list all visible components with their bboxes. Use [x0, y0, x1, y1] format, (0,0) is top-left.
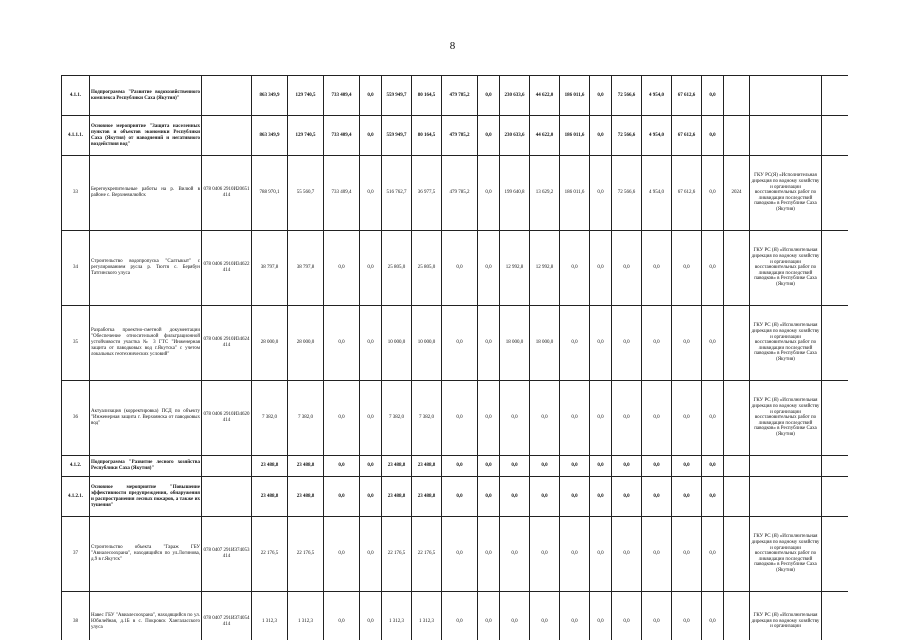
amount-cell: 0,0	[672, 456, 702, 477]
amount-cell: 0,0	[442, 592, 478, 640]
amount-cell: 23 488,8	[252, 456, 288, 477]
budget-code-cell: 078 0406 2910И34624 414	[202, 306, 252, 381]
empty-cell	[822, 76, 849, 116]
budget-table-wrapper	[61, 75, 848, 640]
amount-cell: 0,0	[672, 592, 702, 640]
row-name-cell: Берегоукрепительные работы на р. Вилюй в районе с. Верхневилюйск	[90, 156, 202, 231]
amount-cell: 129 740,5	[288, 76, 324, 116]
executor-cell: ГКУ РС (Я) «Исполнительная дирекция по водному хозяйству и организации восстановительных работ по ликвидации последствий паводков» в Республике Саха (Якутия)	[750, 231, 822, 306]
amount-cell: 1 312,3	[382, 592, 412, 640]
amount-cell: 0,0	[590, 517, 612, 592]
amount-cell: 0,0	[500, 456, 530, 477]
year-cell	[724, 592, 750, 640]
amount-cell: 230 633,6	[500, 116, 530, 156]
amount-cell: 0,0	[560, 592, 590, 640]
amount-cell: 0,0	[672, 381, 702, 456]
executor-cell: ГКУ РС (Я) «Исполнительная дирекция по водному хозяйству и организации восстановительных работ по ликвидации последствий паводков» в Республике Саха (Якутия)	[750, 306, 822, 381]
amount-cell: 1 312,3	[252, 592, 288, 640]
amount-cell: 23 488,8	[382, 477, 412, 517]
amount-cell: 0,0	[324, 381, 360, 456]
amount-cell: 0,0	[590, 231, 612, 306]
amount-cell: 0,0	[642, 381, 672, 456]
row-number-cell: 34	[62, 231, 90, 306]
budget-code-cell	[202, 477, 252, 517]
amount-cell: 72 566,6	[612, 76, 642, 116]
amount-cell: 18 000,0	[500, 306, 530, 381]
empty-cell	[822, 517, 849, 592]
row-number-cell: 38	[62, 592, 90, 640]
amount-cell: 199 640,8	[500, 156, 530, 231]
amount-cell: 559 949,7	[382, 76, 412, 116]
budget-code-cell: 078 0407 291ИЗ74053 414	[202, 517, 252, 592]
row-name-cell: Подпрограмма "Развитие лесного хозяйства Республики Саха (Якутия)"	[90, 456, 202, 477]
amount-cell: 0,0	[612, 517, 642, 592]
amount-cell: 0,0	[590, 592, 612, 640]
executor-cell	[750, 456, 822, 477]
amount-cell: 0,0	[590, 156, 612, 231]
amount-cell: 36 977,5	[412, 156, 442, 231]
amount-cell: 22 176,5	[412, 517, 442, 592]
amount-cell: 0,0	[500, 477, 530, 517]
amount-cell: 186 011,6	[560, 156, 590, 231]
amount-cell: 23 488,8	[288, 456, 324, 477]
amount-cell: 0,0	[360, 306, 382, 381]
amount-cell: 0,0	[590, 76, 612, 116]
amount-cell: 0,0	[560, 517, 590, 592]
amount-cell: 72 566,6	[612, 156, 642, 231]
row-name-cell: Навес ГБУ "Авиалесоохрана", находящийся по ул. Юбилейная, д.1Б в с. Покровск Хангаласского улуса	[90, 592, 202, 640]
amount-cell: 0,0	[612, 306, 642, 381]
amount-cell: 186 011,6	[560, 116, 590, 156]
amount-cell: 0,0	[590, 381, 612, 456]
amount-cell: 0,0	[478, 381, 500, 456]
amount-cell: 788 970,1	[252, 156, 288, 231]
amount-cell: 0,0	[360, 517, 382, 592]
amount-cell: 18 000,0	[530, 306, 560, 381]
table-body	[62, 76, 849, 640]
empty-cell	[822, 477, 849, 517]
table-row	[62, 517, 849, 592]
amount-cell: 0,0	[478, 156, 500, 231]
amount-cell: 0,0	[500, 517, 530, 592]
budget-code-cell: 078 0407 291ИЗ74054 414	[202, 592, 252, 640]
amount-cell: 479 785,2	[442, 156, 478, 231]
amount-cell: 0,0	[530, 592, 560, 640]
amount-cell: 0,0	[560, 381, 590, 456]
amount-cell: 0,0	[324, 231, 360, 306]
amount-cell: 0,0	[642, 306, 672, 381]
amount-cell: 0,0	[500, 592, 530, 640]
row-number-cell: 4.1.1.1.	[62, 116, 90, 156]
year-cell	[724, 306, 750, 381]
amount-cell: 67 612,6	[672, 156, 702, 231]
amount-cell: 0,0	[642, 456, 672, 477]
empty-cell	[822, 381, 849, 456]
amount-cell: 0,0	[360, 477, 382, 517]
amount-cell: 0,0	[478, 592, 500, 640]
amount-cell: 0,0	[530, 477, 560, 517]
year-cell	[724, 231, 750, 306]
amount-cell: 863 349,9	[252, 116, 288, 156]
amount-cell: 0,0	[360, 231, 382, 306]
amount-cell: 0,0	[672, 231, 702, 306]
table-row	[62, 231, 849, 306]
row-number-cell: 4.1.1.	[62, 76, 90, 116]
amount-cell: 0,0	[324, 477, 360, 517]
row-number-cell: 4.1.2.1.	[62, 477, 90, 517]
amount-cell: 0,0	[612, 381, 642, 456]
budget-code-cell: 078 0406 2910И20651 414	[202, 156, 252, 231]
amount-cell: 0,0	[324, 306, 360, 381]
table-row	[62, 76, 849, 116]
amount-cell: 25 805,0	[382, 231, 412, 306]
amount-cell: 38 797,8	[252, 231, 288, 306]
amount-cell: 13 629,2	[530, 156, 560, 231]
amount-cell: 4 954,0	[642, 76, 672, 116]
amount-cell: 0,0	[324, 456, 360, 477]
amount-cell: 0,0	[530, 456, 560, 477]
budget-code-cell: 078 0406 2910И34620 414	[202, 381, 252, 456]
amount-cell: 0,0	[702, 231, 724, 306]
amount-cell: 230 633,6	[500, 76, 530, 116]
amount-cell: 0,0	[442, 456, 478, 477]
amount-cell: 0,0	[360, 592, 382, 640]
empty-cell	[822, 456, 849, 477]
amount-cell: 0,0	[702, 456, 724, 477]
amount-cell: 0,0	[612, 231, 642, 306]
amount-cell: 0,0	[360, 456, 382, 477]
row-number-cell: 37	[62, 517, 90, 592]
amount-cell: 0,0	[672, 306, 702, 381]
amount-cell: 0,0	[478, 116, 500, 156]
amount-cell: 0,0	[642, 592, 672, 640]
row-number-cell: 4.1.2.	[62, 456, 90, 477]
row-number-cell: 35	[62, 306, 90, 381]
amount-cell: 44 622,0	[530, 116, 560, 156]
executor-cell	[750, 116, 822, 156]
amount-cell: 25 805,0	[412, 231, 442, 306]
amount-cell: 0,0	[642, 517, 672, 592]
amount-cell: 55 560,7	[288, 156, 324, 231]
amount-cell: 0,0	[360, 116, 382, 156]
amount-cell: 733 409,4	[324, 156, 360, 231]
amount-cell: 0,0	[702, 156, 724, 231]
amount-cell: 0,0	[478, 76, 500, 116]
amount-cell: 0,0	[702, 381, 724, 456]
table-row	[62, 592, 849, 640]
amount-cell: 0,0	[702, 592, 724, 640]
amount-cell: 7 382,0	[252, 381, 288, 456]
amount-cell: 479 785,2	[442, 116, 478, 156]
amount-cell: 4 954,0	[642, 156, 672, 231]
executor-cell: ГКУ РС (Я) «Исполнительная дирекция по водному хозяйству и организации восстановительных работ по ликвидации последствий паводков» в Республике Саха (Якутия)	[750, 517, 822, 592]
amount-cell: 12 992,8	[500, 231, 530, 306]
row-name-cell: Основное мероприятие "Повышение эффективности предупреждения, обнаружения и распространения лесных пожаров, а также их тушения"	[90, 477, 202, 517]
amount-cell: 4 954,0	[642, 116, 672, 156]
empty-cell	[822, 592, 849, 640]
amount-cell: 0,0	[612, 477, 642, 517]
amount-cell: 0,0	[360, 76, 382, 116]
amount-cell: 0,0	[702, 517, 724, 592]
year-cell: 2024	[724, 156, 750, 231]
amount-cell: 0,0	[590, 456, 612, 477]
amount-cell: 733 409,4	[324, 76, 360, 116]
amount-cell: 0,0	[560, 456, 590, 477]
amount-cell: 0,0	[442, 231, 478, 306]
amount-cell: 733 409,4	[324, 116, 360, 156]
executor-cell: ГКУ РС (Я) «Исполнительная дирекция по водному хозяйству и организации восстановительных работ по ликвидации последствий паводков» в Республике Саха (Якутия)	[750, 381, 822, 456]
table-row	[62, 477, 849, 517]
amount-cell: 72 566,6	[612, 116, 642, 156]
amount-cell: 28 000,0	[252, 306, 288, 381]
amount-cell: 7 382,0	[412, 381, 442, 456]
table-row	[62, 156, 849, 231]
amount-cell: 0,0	[442, 517, 478, 592]
amount-cell: 0,0	[642, 231, 672, 306]
row-number-cell: 36	[62, 381, 90, 456]
executor-cell: ГКУ РС (Я) «Исполнительная дирекция по водному хозяйству и организации	[750, 592, 822, 640]
table-row	[62, 306, 849, 381]
empty-cell	[822, 306, 849, 381]
empty-cell	[822, 156, 849, 231]
year-cell	[724, 477, 750, 517]
amount-cell: 0,0	[530, 381, 560, 456]
amount-cell: 44 622,0	[530, 76, 560, 116]
year-cell	[724, 76, 750, 116]
amount-cell: 0,0	[612, 592, 642, 640]
amount-cell: 23 488,8	[288, 477, 324, 517]
amount-cell: 23 488,8	[412, 456, 442, 477]
amount-cell: 129 740,5	[288, 116, 324, 156]
amount-cell: 22 176,5	[382, 517, 412, 592]
amount-cell: 0,0	[442, 381, 478, 456]
amount-cell: 23 488,8	[412, 477, 442, 517]
row-name-cell: Строительство объекта "Гараж ГБУ "Авиалесоохрана", находящийся по ул.Логинова, д.9 в г.Якутск"	[90, 517, 202, 592]
amount-cell: 0,0	[324, 517, 360, 592]
amount-cell: 0,0	[478, 456, 500, 477]
year-cell	[724, 116, 750, 156]
amount-cell: 38 797,8	[288, 231, 324, 306]
amount-cell: 0,0	[560, 306, 590, 381]
row-number-cell: 33	[62, 156, 90, 231]
amount-cell: 0,0	[612, 456, 642, 477]
amount-cell: 0,0	[478, 517, 500, 592]
amount-cell: 0,0	[590, 116, 612, 156]
executor-cell: ГКУ РС(Я) «Исполнительная дирекция по водному хозяйству и организации восстановительных работ по ликвидации последствий паводков» в Республике Саха (Якутия)	[750, 156, 822, 231]
amount-cell: 7 382,0	[382, 381, 412, 456]
page-number: 8	[449, 40, 456, 52]
amount-cell: 0,0	[530, 517, 560, 592]
amount-cell: 0,0	[560, 477, 590, 517]
amount-cell: 0,0	[360, 156, 382, 231]
amount-cell: 12 992,8	[530, 231, 560, 306]
amount-cell: 22 176,5	[288, 517, 324, 592]
amount-cell: 0,0	[478, 477, 500, 517]
row-name-cell: Основное мероприятие "Защита населенных пунктов и объектов экономики Республики Саха (Якутия) от наводнений и негативного воздействия вод"	[90, 116, 202, 156]
table-row	[62, 116, 849, 156]
table-row	[62, 456, 849, 477]
year-cell	[724, 517, 750, 592]
row-name-cell: Разработка проектно-сметной документации "Обеспечение относительной фильтрационной устойчивости участка № 3 ГТС "Инженерная защита от паводковых вод г.Якутска" с учетом локальных геотехнических условий"	[90, 306, 202, 381]
amount-cell: 0,0	[560, 231, 590, 306]
amount-cell: 0,0	[672, 517, 702, 592]
amount-cell: 0,0	[478, 306, 500, 381]
budget-code-cell	[202, 76, 252, 116]
amount-cell: 23 488,8	[382, 456, 412, 477]
amount-cell: 0,0	[360, 381, 382, 456]
amount-cell: 0,0	[702, 477, 724, 517]
amount-cell: 0,0	[590, 477, 612, 517]
empty-cell	[822, 116, 849, 156]
budget-code-cell	[202, 116, 252, 156]
amount-cell: 479 785,2	[442, 76, 478, 116]
amount-cell: 67 612,6	[672, 116, 702, 156]
amount-cell: 0,0	[702, 306, 724, 381]
budget-table	[61, 75, 848, 640]
amount-cell: 0,0	[642, 477, 672, 517]
year-cell	[724, 381, 750, 456]
amount-cell: 863 349,9	[252, 76, 288, 116]
year-cell	[724, 456, 750, 477]
amount-cell: 0,0	[478, 231, 500, 306]
amount-cell: 22 176,5	[252, 517, 288, 592]
budget-code-cell	[202, 456, 252, 477]
amount-cell: 186 011,6	[560, 76, 590, 116]
amount-cell: 0,0	[500, 381, 530, 456]
executor-cell	[750, 76, 822, 116]
amount-cell: 1 312,3	[288, 592, 324, 640]
amount-cell: 80 164,5	[412, 116, 442, 156]
executor-cell	[750, 477, 822, 517]
amount-cell: 0,0	[702, 116, 724, 156]
table-row	[62, 381, 849, 456]
amount-cell: 28 000,0	[288, 306, 324, 381]
amount-cell: 559 949,7	[382, 116, 412, 156]
budget-code-cell: 078 0406 2910И34622 414	[202, 231, 252, 306]
row-name-cell: Актуализация (корректировка) ПСД по объекту "Инженерная защита г. Верхоянска от паводковых вод"	[90, 381, 202, 456]
amount-cell: 0,0	[590, 306, 612, 381]
amount-cell: 0,0	[672, 477, 702, 517]
amount-cell: 0,0	[324, 592, 360, 640]
row-name-cell: Строительство водопропуска "Салтыкыт" с регулированием русла р. Тюгтя с. Берябун Татгинского улуса	[90, 231, 202, 306]
amount-cell: 0,0	[702, 76, 724, 116]
amount-cell: 67 612,6	[672, 76, 702, 116]
empty-cell	[822, 231, 849, 306]
amount-cell: 10 000,0	[382, 306, 412, 381]
amount-cell: 23 488,8	[252, 477, 288, 517]
amount-cell: 80 164,5	[412, 76, 442, 116]
amount-cell: 1 312,3	[412, 592, 442, 640]
amount-cell: 7 382,0	[288, 381, 324, 456]
amount-cell: 0,0	[442, 306, 478, 381]
amount-cell: 10 000,0	[412, 306, 442, 381]
amount-cell: 516 762,7	[382, 156, 412, 231]
row-name-cell: Подпрограмма "Развитие водохозяйственного комплекса Республики Саха (Якутия)"	[90, 76, 202, 116]
amount-cell: 0,0	[442, 477, 478, 517]
